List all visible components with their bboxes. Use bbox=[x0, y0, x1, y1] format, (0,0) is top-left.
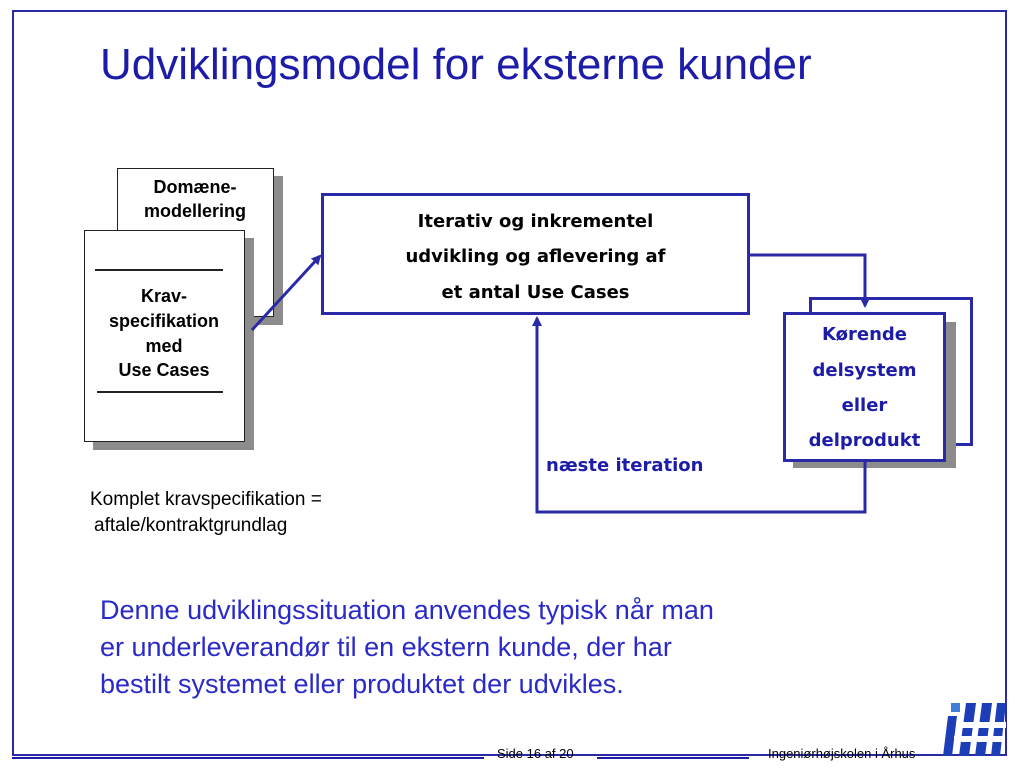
slide-body-text bbox=[100, 592, 714, 703]
caption-line-2: aftale/kontraktgrundlag bbox=[94, 515, 288, 536]
doc-front-label-1: Krav- bbox=[140, 286, 188, 306]
body-line-2: er underleverandør til en ekstern kunde, der har bbox=[100, 632, 672, 662]
result-line-2: delsystem bbox=[812, 360, 917, 381]
iterative-line-1: Iterativ og inkrementel bbox=[417, 211, 654, 232]
doc-front-label-3: med bbox=[145, 336, 183, 356]
result-line-3: eller bbox=[841, 395, 888, 416]
footer-page-number: Side 16 af 20 bbox=[497, 746, 574, 761]
doc-back-label-1: Domæne- bbox=[153, 177, 237, 197]
result-line-4: delprodukt bbox=[808, 430, 921, 451]
ihk-logo-icon bbox=[942, 700, 1006, 758]
doc-front-label-4: Use Cases bbox=[118, 360, 210, 380]
footer-organization: Ingeniørhøjskolen i Århus bbox=[768, 746, 916, 761]
arrow-spec-to-iteration bbox=[252, 256, 320, 330]
result-line-1: Kørende bbox=[822, 324, 907, 345]
next-iteration-label: næste iteration bbox=[546, 455, 704, 476]
caption-line-1: Komplet kravspecifikation = bbox=[90, 489, 322, 510]
iterative-line-2: udvikling og aflevering af bbox=[405, 246, 666, 267]
body-line-1: Denne udviklingssituation anvendes typisk når man bbox=[100, 595, 714, 625]
doc-back-label-2: modellering bbox=[143, 201, 246, 221]
slide-title: Udviklingsmodel for eksterne kunder bbox=[100, 40, 812, 89]
body-line-3: bestilt systemet eller produktet der udvikles. bbox=[100, 669, 624, 699]
doc-front-label-2: specifikation bbox=[108, 311, 220, 331]
arrow-next-iteration-loop bbox=[537, 318, 865, 512]
arrow-iteration-to-result bbox=[750, 255, 865, 306]
footer-line-middle bbox=[597, 757, 749, 759]
iterative-line-3: et antal Use Cases bbox=[441, 282, 630, 303]
footer-line-left bbox=[12, 757, 484, 759]
